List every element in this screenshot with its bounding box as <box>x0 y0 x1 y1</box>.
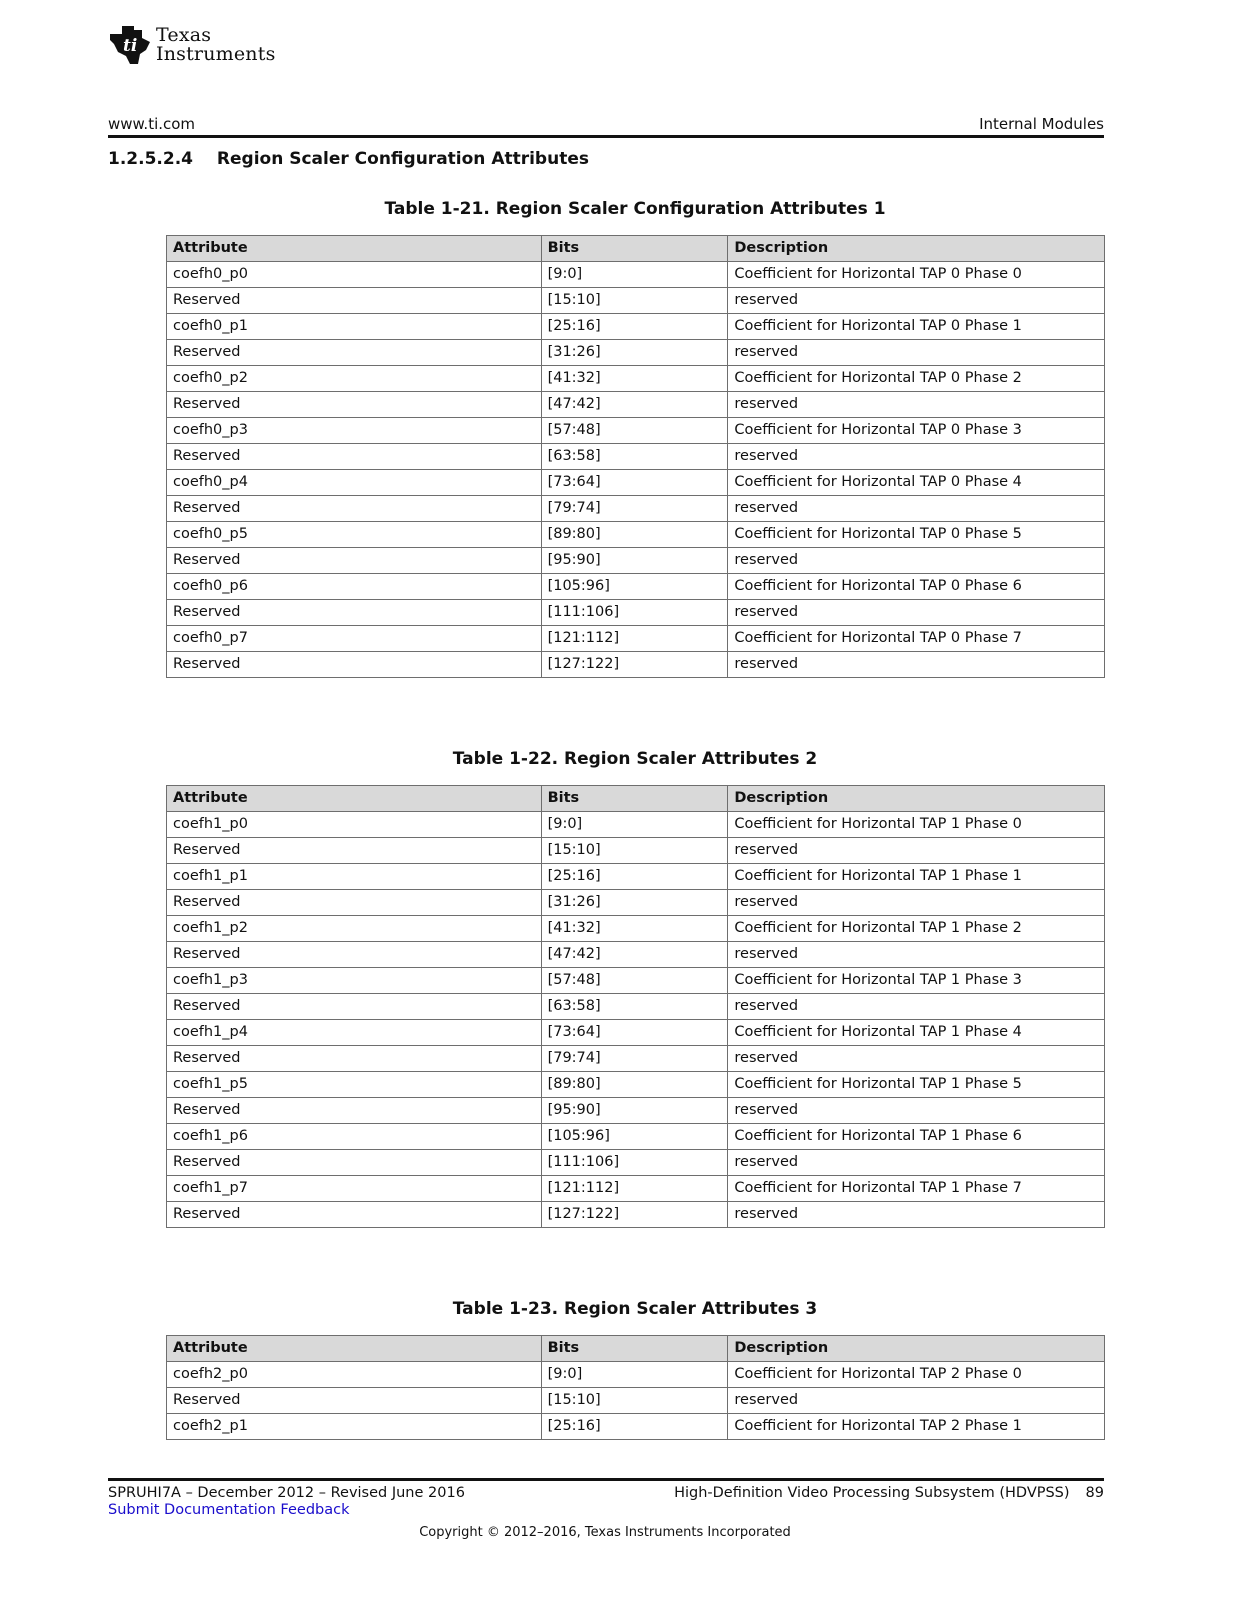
attribute-cell: Reserved <box>167 1046 542 1072</box>
bits-cell: [25:16] <box>541 864 728 890</box>
logo-line-2: Instruments <box>156 43 276 65</box>
attribute-cell: Reserved <box>167 1202 542 1228</box>
bits-cell: [127:122] <box>541 652 728 678</box>
header-rule <box>108 135 1104 138</box>
column-header: Description <box>728 786 1105 812</box>
bits-cell: [95:90] <box>541 1098 728 1124</box>
bits-cell: [105:96] <box>541 1124 728 1150</box>
description-cell: Coefficient for Horizontal TAP 0 Phase 2 <box>728 366 1105 392</box>
bits-cell: [121:112] <box>541 626 728 652</box>
bits-cell: [63:58] <box>541 444 728 470</box>
table-caption: Table 1-21. Region Scaler Configuration Attributes 1 <box>384 199 886 219</box>
attribute-cell: coefh2_p1 <box>167 1414 542 1440</box>
footer-doc-id: SPRUHI7A – December 2012 – Revised June 2016 <box>108 1485 465 1501</box>
description-cell: Coefficient for Horizontal TAP 1 Phase 1 <box>728 864 1105 890</box>
description-cell: Coefficient for Horizontal TAP 0 Phase 4 <box>728 470 1105 496</box>
table-row <box>167 890 1105 916</box>
table-header-row <box>167 786 1105 812</box>
table-row <box>167 1362 1105 1388</box>
bits-cell: [89:80] <box>541 522 728 548</box>
description-cell: reserved <box>728 600 1105 626</box>
description-cell: reserved <box>728 942 1105 968</box>
ti-logo-icon <box>108 24 152 66</box>
table-row <box>167 626 1105 652</box>
description-cell: reserved <box>728 1202 1105 1228</box>
attribute-cell: coefh1_p7 <box>167 1176 542 1202</box>
bits-cell: [9:0] <box>541 812 728 838</box>
bits-cell: [73:64] <box>541 1020 728 1046</box>
header-chapter: Internal Modules <box>979 115 1104 133</box>
attribute-cell: Reserved <box>167 288 542 314</box>
section-heading <box>108 149 589 169</box>
table-row <box>167 366 1105 392</box>
header-website: www.ti.com <box>108 115 196 133</box>
attribute-cell: Reserved <box>167 838 542 864</box>
attribute-cell: coefh1_p6 <box>167 1124 542 1150</box>
footer-doc-title: High-Definition Video Processing Subsystem (HDVPSS) <box>674 1485 1070 1501</box>
table-row <box>167 392 1105 418</box>
table-row <box>167 1414 1105 1440</box>
bits-cell: [15:10] <box>541 838 728 864</box>
attribute-cell: coefh0_p6 <box>167 574 542 600</box>
description-cell: reserved <box>728 1098 1105 1124</box>
bits-cell: [57:48] <box>541 968 728 994</box>
column-header: Bits <box>541 1336 728 1362</box>
bits-cell: [9:0] <box>541 1362 728 1388</box>
description-cell: Coefficient for Horizontal TAP 1 Phase 2 <box>728 916 1105 942</box>
bits-cell: [111:106] <box>541 1150 728 1176</box>
bits-cell: [41:32] <box>541 916 728 942</box>
description-cell: reserved <box>728 288 1105 314</box>
table-row <box>167 1020 1105 1046</box>
description-cell: reserved <box>728 1046 1105 1072</box>
description-cell: reserved <box>728 890 1105 916</box>
column-header: Attribute <box>167 236 542 262</box>
description-cell: reserved <box>728 340 1105 366</box>
attribute-cell: coefh1_p3 <box>167 968 542 994</box>
register-table <box>166 1335 1105 1440</box>
attribute-cell: coefh0_p7 <box>167 626 542 652</box>
bits-cell: [41:32] <box>541 366 728 392</box>
bits-cell: [95:90] <box>541 548 728 574</box>
description-cell: Coefficient for Horizontal TAP 2 Phase 0 <box>728 1362 1105 1388</box>
attribute-cell: coefh1_p0 <box>167 812 542 838</box>
description-cell: reserved <box>728 652 1105 678</box>
copyright: Copyright © 2012–2016, Texas Instruments Incorporated <box>419 1525 791 1540</box>
column-header: Attribute <box>167 1336 542 1362</box>
column-header: Description <box>728 236 1105 262</box>
column-header: Description <box>728 1336 1105 1362</box>
description-cell: Coefficient for Horizontal TAP 1 Phase 0 <box>728 812 1105 838</box>
table-header-row <box>167 236 1105 262</box>
footer-rule <box>108 1478 1104 1481</box>
description-cell: reserved <box>728 994 1105 1020</box>
bits-cell: [111:106] <box>541 600 728 626</box>
table-row <box>167 812 1105 838</box>
bits-cell: [25:16] <box>541 314 728 340</box>
description-cell: Coefficient for Horizontal TAP 0 Phase 5 <box>728 522 1105 548</box>
table-row <box>167 1046 1105 1072</box>
description-cell: Coefficient for Horizontal TAP 1 Phase 6 <box>728 1124 1105 1150</box>
column-header: Attribute <box>167 786 542 812</box>
table-caption: Table 1-23. Region Scaler Attributes 3 <box>452 1299 818 1319</box>
table-row <box>167 522 1105 548</box>
table-row <box>167 994 1105 1020</box>
bits-cell: [79:74] <box>541 496 728 522</box>
attribute-cell: Reserved <box>167 548 542 574</box>
table-row <box>167 916 1105 942</box>
attribute-cell: coefh1_p2 <box>167 916 542 942</box>
table-row <box>167 496 1105 522</box>
description-cell: reserved <box>728 838 1105 864</box>
bits-cell: [89:80] <box>541 1072 728 1098</box>
description-cell: reserved <box>728 496 1105 522</box>
description-cell: reserved <box>728 392 1105 418</box>
attribute-cell: coefh0_p3 <box>167 418 542 444</box>
table-row <box>167 864 1105 890</box>
attribute-cell: Reserved <box>167 600 542 626</box>
description-cell: Coefficient for Horizontal TAP 0 Phase 7 <box>728 626 1105 652</box>
table-row <box>167 600 1105 626</box>
table-row <box>167 574 1105 600</box>
table-row <box>167 942 1105 968</box>
description-cell: Coefficient for Horizontal TAP 1 Phase 5 <box>728 1072 1105 1098</box>
table-row <box>167 314 1105 340</box>
bits-cell: [105:96] <box>541 574 728 600</box>
attribute-cell: coefh0_p5 <box>167 522 542 548</box>
table-row <box>167 262 1105 288</box>
section-title: Region Scaler Configuration Attributes <box>216 149 589 169</box>
attribute-cell: Reserved <box>167 1150 542 1176</box>
description-cell: reserved <box>728 548 1105 574</box>
attribute-cell: Reserved <box>167 444 542 470</box>
description-cell: Coefficient for Horizontal TAP 0 Phase 0 <box>728 262 1105 288</box>
attribute-cell: coefh0_p1 <box>167 314 542 340</box>
table-row <box>167 1202 1105 1228</box>
bits-cell: [9:0] <box>541 262 728 288</box>
description-cell: Coefficient for Horizontal TAP 0 Phase 6 <box>728 574 1105 600</box>
table-caption: Table 1-22. Region Scaler Attributes 2 <box>452 749 818 769</box>
description-cell: Coefficient for Horizontal TAP 2 Phase 1 <box>728 1414 1105 1440</box>
attribute-cell: Reserved <box>167 340 542 366</box>
table-row <box>167 418 1105 444</box>
bits-cell: [47:42] <box>541 392 728 418</box>
bits-cell: [47:42] <box>541 942 728 968</box>
description-cell: Coefficient for Horizontal TAP 0 Phase 1 <box>728 314 1105 340</box>
attribute-cell: Reserved <box>167 1098 542 1124</box>
table-row <box>167 1150 1105 1176</box>
page-number: 89 <box>1085 1485 1104 1501</box>
bits-cell: [31:26] <box>541 340 728 366</box>
attribute-cell: Reserved <box>167 496 542 522</box>
description-cell: reserved <box>728 1388 1105 1414</box>
bits-cell: [25:16] <box>541 1414 728 1440</box>
register-table <box>166 235 1105 678</box>
bits-cell: [79:74] <box>541 1046 728 1072</box>
bits-cell: [15:10] <box>541 1388 728 1414</box>
table-row <box>167 1098 1105 1124</box>
attribute-cell: Reserved <box>167 994 542 1020</box>
attribute-cell: Reserved <box>167 392 542 418</box>
table-row <box>167 968 1105 994</box>
attribute-cell: coefh0_p4 <box>167 470 542 496</box>
description-cell: Coefficient for Horizontal TAP 1 Phase 3 <box>728 968 1105 994</box>
description-cell: reserved <box>728 1150 1105 1176</box>
table-row <box>167 1176 1105 1202</box>
attribute-cell: Reserved <box>167 1388 542 1414</box>
footer-title-block <box>674 1485 1104 1501</box>
description-cell: Coefficient for Horizontal TAP 0 Phase 3 <box>728 418 1105 444</box>
table-row <box>167 340 1105 366</box>
bits-cell: [121:112] <box>541 1176 728 1202</box>
table-row <box>167 1124 1105 1150</box>
bits-cell: [127:122] <box>541 1202 728 1228</box>
table-row <box>167 1072 1105 1098</box>
bits-cell: [73:64] <box>541 470 728 496</box>
section-number: 1.2.5.2.4 <box>108 149 193 169</box>
register-table <box>166 785 1105 1228</box>
table-row <box>167 444 1105 470</box>
description-cell: Coefficient for Horizontal TAP 1 Phase 7 <box>728 1176 1105 1202</box>
description-cell: Coefficient for Horizontal TAP 1 Phase 4 <box>728 1020 1105 1046</box>
feedback-link[interactable]: Submit Documentation Feedback <box>108 1502 350 1518</box>
attribute-cell: Reserved <box>167 890 542 916</box>
attribute-cell: coefh1_p4 <box>167 1020 542 1046</box>
table-header-row <box>167 1336 1105 1362</box>
bits-cell: [57:48] <box>541 418 728 444</box>
svg-text:ti: ti <box>123 36 138 56</box>
description-cell: reserved <box>728 444 1105 470</box>
table-row <box>167 838 1105 864</box>
bits-cell: [15:10] <box>541 288 728 314</box>
column-header: Bits <box>541 236 728 262</box>
table-row <box>167 652 1105 678</box>
bits-cell: [31:26] <box>541 890 728 916</box>
bits-cell: [63:58] <box>541 994 728 1020</box>
ti-logo-wordmark <box>156 26 276 64</box>
table-row <box>167 470 1105 496</box>
attribute-cell: coefh1_p1 <box>167 864 542 890</box>
attribute-cell: Reserved <box>167 652 542 678</box>
column-header: Bits <box>541 786 728 812</box>
table-row <box>167 288 1105 314</box>
logo-line-1: Texas <box>156 24 212 46</box>
attribute-cell: coefh0_p2 <box>167 366 542 392</box>
attribute-cell: coefh0_p0 <box>167 262 542 288</box>
table-row <box>167 1388 1105 1414</box>
ti-logo <box>108 24 276 66</box>
attribute-cell: coefh1_p5 <box>167 1072 542 1098</box>
attribute-cell: coefh2_p0 <box>167 1362 542 1388</box>
table-row <box>167 548 1105 574</box>
attribute-cell: Reserved <box>167 942 542 968</box>
